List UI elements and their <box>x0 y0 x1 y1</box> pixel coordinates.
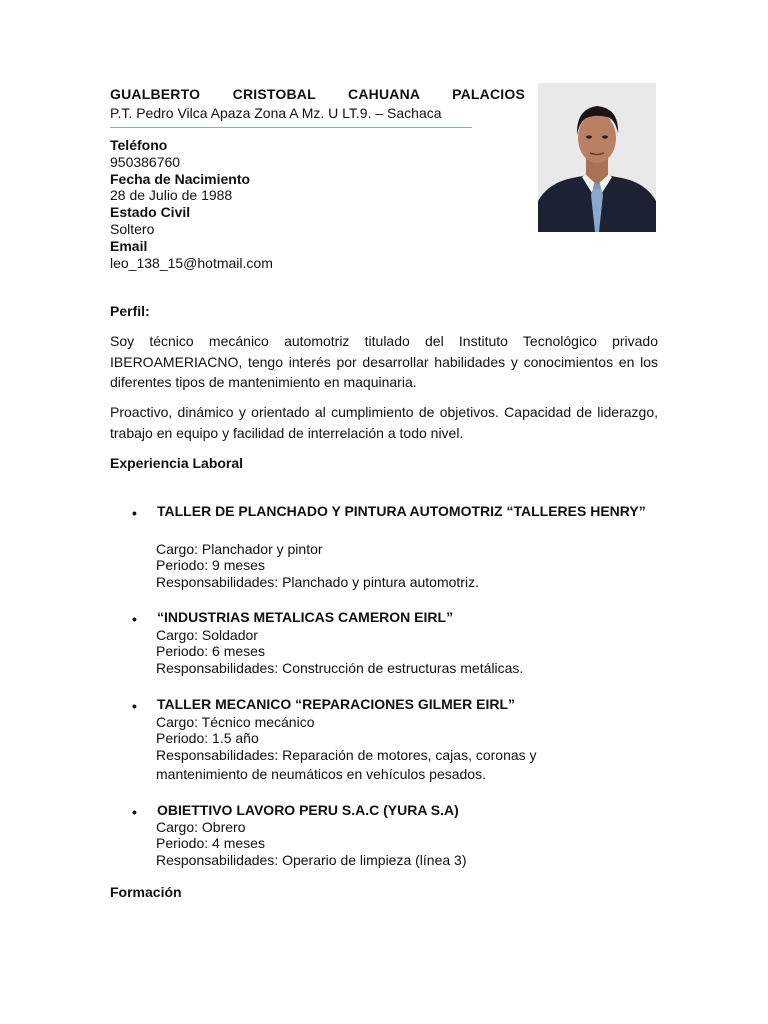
first-surname: CAHUANA <box>348 86 420 102</box>
civil-status-label: Estado Civil <box>110 204 191 221</box>
profile-heading: Perfil: <box>110 303 150 319</box>
bullet-icon: • <box>132 698 137 714</box>
email-value: leo_138_15@hotmail.com <box>110 254 273 271</box>
email-label: Email <box>110 237 148 254</box>
job-cargo: Cargo: Planchador y pintor <box>156 541 323 557</box>
second-surname: PALACIOS <box>452 86 526 102</box>
phone-value: 950386760 <box>110 153 181 170</box>
job-cargo: Cargo: Obrero <box>156 819 246 835</box>
bullet-icon: • <box>132 611 137 627</box>
phone-label: Teléfono <box>110 137 168 153</box>
job-responsabilidades: Responsabilidades: Planchado y pintura automotriz. <box>156 574 479 590</box>
bullet-icon: • <box>132 505 137 521</box>
job-responsabilidades: Responsabilidades: Construcción de estructuras metálicas. <box>156 660 524 676</box>
job-periodo: Periodo: 9 meses <box>156 557 265 573</box>
job-responsabilidades-cont: mantenimiento de neumáticos en vehículos pesados. <box>156 766 486 782</box>
job-cargo: Cargo: Técnico mecánico <box>156 714 315 730</box>
job-responsabilidades: Responsabilidades: Reparación de motores, cajas, coronas y <box>156 747 537 763</box>
job-company: OBIETTIVO LAVORO PERU S.A.C (YURA S.A) <box>157 802 459 818</box>
header-divider <box>110 127 472 128</box>
job-company: TALLER DE PLANCHADO Y PINTURA AUTOMOTRIZ “TALLERES HENRY” <box>157 503 646 519</box>
job-periodo: Periodo: 4 meses <box>156 835 265 851</box>
profile-paragraph-2: Proactivo, dinámico y orientado al cumplimiento de objetivos. Capacidad de liderazgo, trabajo en equipo y facilidad de interrelación a todo nivel. <box>110 404 658 441</box>
job-periodo: Periodo: 6 meses <box>156 643 265 659</box>
second-name: CRISTOBAL <box>232 86 316 102</box>
experience-heading: Experiencia Laboral <box>110 455 244 471</box>
birthdate-value: 28 de Julio de 1988 <box>110 187 233 204</box>
portrait-image <box>538 83 656 232</box>
civil-status-value: Soltero <box>110 220 155 237</box>
birthdate-label: Fecha de Nacimiento <box>110 170 251 187</box>
bullet-icon: • <box>132 804 137 820</box>
first-name: GUALBERTO <box>110 86 201 102</box>
full-name <box>110 86 525 102</box>
contact-info <box>110 137 273 271</box>
job-company: “INDUSTRIAS METALICAS CAMERON EIRL” <box>157 609 454 625</box>
profile-photo <box>538 83 656 232</box>
address: P.T. Pedro Vilca Apaza Zona A Mz. U LT.9. – Sachaca <box>110 105 442 121</box>
job-company: TALLER MECANICO “REPARACIONES GILMER EIRL” <box>157 696 516 712</box>
job-responsabilidades: Responsabilidades: Operario de limpieza (línea 3) <box>156 852 467 868</box>
job-periodo: Periodo: 1.5 año <box>156 730 259 746</box>
profile-paragraph-1: Soy técnico mecánico automotriz titulado del Instituto Tecnológico privado IBEROAMERIACNO, tengo interés por desarrollar habilidades y conocimientos en los diferentes tipos de mantenimiento en maquinaria. <box>110 333 658 390</box>
job-cargo: Cargo: Soldador <box>156 627 258 643</box>
education-heading: Formación <box>110 884 182 900</box>
